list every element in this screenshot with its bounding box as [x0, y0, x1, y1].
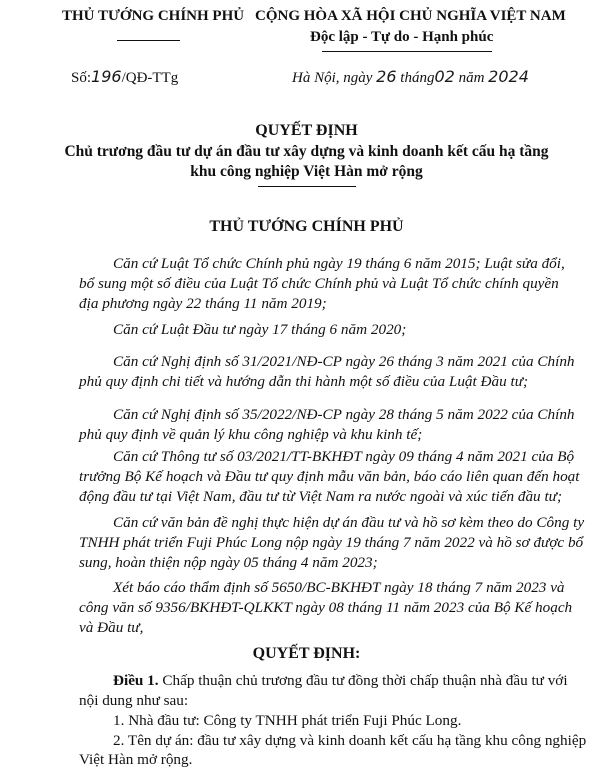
preamble-paragraph-2	[79, 320, 579, 340]
preamble-5-line-3: động đầu tư tại Việt Nam, đầu tư từ Việt Nam ra nước ngoài và xúc tiến đầu tư;	[79, 488, 563, 505]
decision-subject-line2: khu công nghiệp Việt Hàn mở rộng	[190, 163, 423, 180]
decision-heading: QUYẾT ĐỊNH:	[252, 645, 361, 662]
doc-number-suffix: /QĐ-TTg	[121, 70, 179, 86]
preamble-6-line-3: sung, hoàn thiện nộp ngày 05 tháng 4 năm 2023;	[79, 554, 378, 571]
place-date-prefix: Hà Nội, ngày	[292, 70, 373, 86]
month-handwritten: 02	[434, 67, 455, 86]
preamble-7-line-2: công văn số 9356/BKHĐT-QLKKT ngày 08 tháng 11 năm 2023 của Bộ Kế hoạch	[79, 599, 573, 616]
doc-number-prefix: Số:	[71, 70, 92, 86]
preamble-4-line-2: phủ quy định về quản lý khu công nghiệp và khu kinh tế;	[79, 426, 423, 443]
preamble-7-line-1: Xét báo cáo thẩm định số 5650/BC-BKHĐT ngày 18 tháng 7 năm 2023 và	[113, 579, 565, 596]
subject-underline	[258, 186, 356, 187]
preamble-paragraph-7	[79, 578, 579, 638]
article-1-item-2-line-2: Việt Hàn mở rộng.	[79, 751, 193, 768]
preamble-6-line-2: TNHH phát triển Fuji Phúc Long nộp ngày 19 tháng 7 năm 2022 và hồ sơ được bổ	[79, 534, 584, 551]
preamble-paragraph-3	[79, 352, 579, 392]
month-label: tháng	[400, 70, 435, 86]
preamble-3-line-1: Căn cứ Nghị định số 31/2021/NĐ-CP ngày 26 tháng 3 năm 2021 của Chính	[113, 353, 575, 370]
preamble-1-line-1: Căn cứ Luật Tổ chức Chính phủ ngày 19 tháng 6 năm 2015; Luật sửa đổi,	[113, 255, 565, 272]
agency-underline	[117, 40, 180, 41]
year-handwritten: 2024	[488, 67, 529, 86]
preamble-paragraph-5	[79, 447, 579, 507]
preamble-5-line-1: Căn cứ Thông tư số 03/2021/TT-BKHĐT ngày 09 tháng 4 năm 2021 của Bộ	[113, 448, 575, 465]
preamble-1-line-3: địa phương ngày 22 tháng 11 năm 2019;	[79, 295, 327, 312]
day-handwritten: 26	[376, 67, 397, 86]
year-label: năm	[458, 70, 485, 86]
article-1-text-1: Chấp thuận chủ trương đầu tư đồng thời chấp thuận nhà đầu tư với	[162, 672, 568, 689]
article-1-item-1: 1. Nhà đầu tư: Công ty TNHH phát triển Fuji Phúc Long.	[113, 712, 462, 729]
preamble-paragraph-4	[79, 405, 579, 445]
preamble-5-line-2: trưởng Bộ Kế hoạch và Đầu tư quy định mẫu văn bản, báo cáo liên quan đến hoạt	[79, 468, 580, 485]
article-1-item-2-line-1: 2. Tên dự án: đầu tư xây dựng và kinh doanh kết cấu hạ tầng khu công nghiệp	[113, 732, 587, 749]
national-motto: Độc lập - Tự do - Hạnh phúc	[310, 29, 494, 45]
decision-title: QUYẾT ĐỊNH	[255, 122, 358, 139]
article-1-line-1	[113, 671, 568, 691]
preamble-paragraph-1	[79, 254, 579, 314]
issuing-agency: THỦ TƯỚNG CHÍNH PHỦ	[62, 8, 245, 24]
preamble-7-line-3: và Đầu tư,	[79, 619, 144, 636]
national-title: CỘNG HÒA XÃ HỘI CHỦ NGHĨA VIỆT NAM	[255, 8, 566, 24]
preamble-paragraph-6	[79, 513, 585, 573]
authority-heading: THỦ TƯỚNG CHÍNH PHỦ	[209, 218, 404, 235]
article-1-line-2: nội dung như sau:	[79, 692, 189, 709]
article-1-label: Điều 1.	[113, 672, 159, 689]
doc-number-handwritten: 196	[91, 67, 122, 86]
decision-subject-line1: Chủ trương đầu tư dự án đầu tư xây dựng và kinh doanh kết cấu hạ tầng	[64, 143, 549, 160]
preamble-3-line-2: phủ quy định chi tiết và hướng dẫn thi hành một số điều của Luật Đầu tư;	[79, 373, 529, 390]
place-date	[292, 67, 529, 87]
preamble-1-line-2: bổ sung một số điều của Luật Tổ chức Chính phủ và Luật Tổ chức chính quyền	[79, 275, 559, 292]
preamble-2-line-1: Căn cứ Luật Đầu tư ngày 17 tháng 6 năm 2020;	[113, 321, 407, 338]
preamble-4-line-1: Căn cứ Nghị định số 35/2022/NĐ-CP ngày 28 tháng 5 năm 2022 của Chính	[113, 406, 575, 423]
preamble-6-line-1: Căn cứ văn bản đề nghị thực hiện dự án đầu tư và hồ sơ kèm theo do Công ty	[113, 514, 585, 531]
document-number	[71, 67, 178, 87]
motto-underline	[322, 51, 492, 52]
